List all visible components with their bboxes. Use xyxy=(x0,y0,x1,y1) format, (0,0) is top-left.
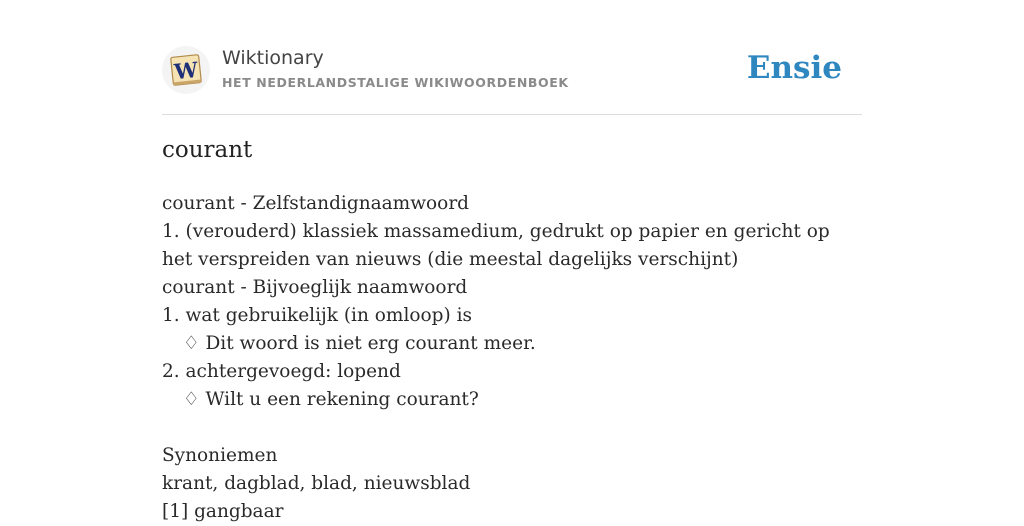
wiktionary-logo-icon[interactable] xyxy=(162,46,210,94)
entry-content xyxy=(162,190,862,526)
site-header xyxy=(162,46,862,115)
pos-heading-noun: courant - Zelfstandignaamwoord xyxy=(162,193,470,214)
definition-noun-1: 1. (verouderd) klassiek massamedium, gedrukt op papier en gericht op het verspreiden van nieuws (die meestal dagelijks verschijnt) xyxy=(162,221,830,270)
synonyms-list: krant, dagblad, blad, nieuwsblad xyxy=(162,473,471,494)
example-adjective-2: ♢ Wilt u een rekening courant? xyxy=(183,389,479,410)
example-adjective-1: ♢ Dit woord is niet erg courant meer. xyxy=(183,333,536,354)
site-subtitle: HET NEDERLANDSTALIGE WIKIWOORDENBOEK xyxy=(222,75,569,90)
ensie-brand-link[interactable]: Ensie xyxy=(746,50,842,86)
site-title[interactable]: Wiktionary xyxy=(222,47,324,69)
logo-letter: W xyxy=(173,56,200,85)
definition-adjective-2: 2. achtergevoegd: lopend xyxy=(162,361,401,382)
definition-adjective-1: 1. wat gebruikelijk (in omloop) is xyxy=(162,305,472,326)
synonyms-heading: Synoniemen xyxy=(162,445,278,466)
pos-heading-adjective: courant - Bijvoeglijk naamwoord xyxy=(162,277,468,298)
blank-line xyxy=(162,414,862,442)
entry-title: courant xyxy=(162,137,253,163)
synonym-note: [1] gangbaar xyxy=(162,501,284,522)
